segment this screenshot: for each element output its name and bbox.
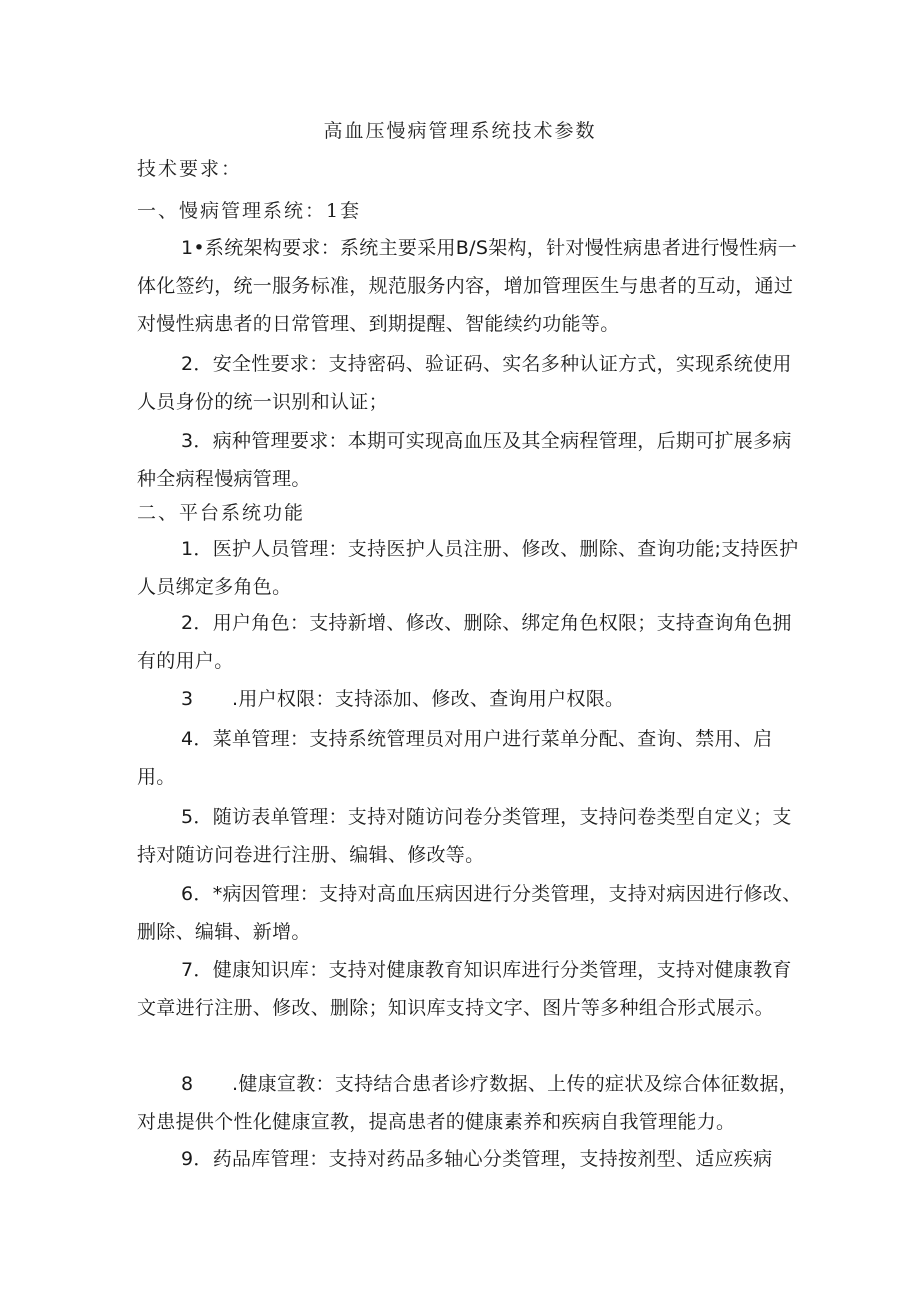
section-2-item-2: 2．用户角色：支持新增、修改、删除、绑定角色权限；支持查询角色拥有的用户。 bbox=[137, 612, 792, 672]
section-2-item-9: 9．药品库管理：支持对药品多轴心分类管理，支持按剂型、适应疾病 bbox=[181, 1148, 773, 1170]
section-2-item-6: 6．*病因管理：支持对高血压病因进行分类管理，支持对病因进行修改、删除、编辑、新增。 bbox=[137, 883, 802, 943]
section-2-item-1: 1．医护人员管理：支持医护人员注册、修改、删除、查询功能;支持医护人员绑定多角色。 bbox=[137, 538, 799, 598]
section-1-item-2: 2．安全性要求：支持密码、验证码、实名多种认证方式，实现系统使用人员身份的统一识别和认证； bbox=[137, 353, 792, 413]
section-2-heading: 二、平台系统功能 bbox=[137, 502, 306, 524]
section-2-item-3: 3 .用户权限：支持添加、修改、查询用户权限。 bbox=[181, 688, 625, 710]
tech-requirements-heading: 技术要求： bbox=[137, 158, 243, 180]
section-2-item-7: 7．健康知识库：支持对健康教育知识库进行分类管理，支持对健康教育文章进行注册、修改、删除；知识库支持文字、图片等多种组合形式展示。 bbox=[137, 959, 792, 1019]
section-1-item-1: 1•系统架构要求：系统主要采用B/S架构，针对慢性病患者进行慢性病一体化签约，统一服务标准，规范服务内容，增加管理医生与患者的互动，通过对慢性病患者的日常管理、到期提醒、智能续约功能等。 bbox=[137, 237, 797, 335]
document-title: 高血压慢病管理系统技术参数 bbox=[323, 120, 597, 142]
section-1-item-3: 3．病种管理要求：本期可实现高血压及其全病程管理，后期可扩展多病种全病程慢病管理。 bbox=[137, 430, 792, 490]
section-2-item-8: 8 .健康宣教：支持结合患者诊疗数据、上传的症状及综合体征数据，对患提供个性化健康宣教，提高患者的健康素养和疾病自我管理能力。 bbox=[137, 1073, 799, 1133]
section-1-heading: 一、慢病管理系统：1套 bbox=[137, 200, 362, 222]
section-2-item-5: 5．随访表单管理：支持对随访问卷分类管理，支持问卷类型自定义；支持对随访问卷进行注册、编辑、修改等。 bbox=[137, 806, 792, 866]
section-2-item-4: 4．菜单管理：支持系统管理员对用户进行菜单分配、查询、禁用、启用。 bbox=[137, 728, 773, 788]
